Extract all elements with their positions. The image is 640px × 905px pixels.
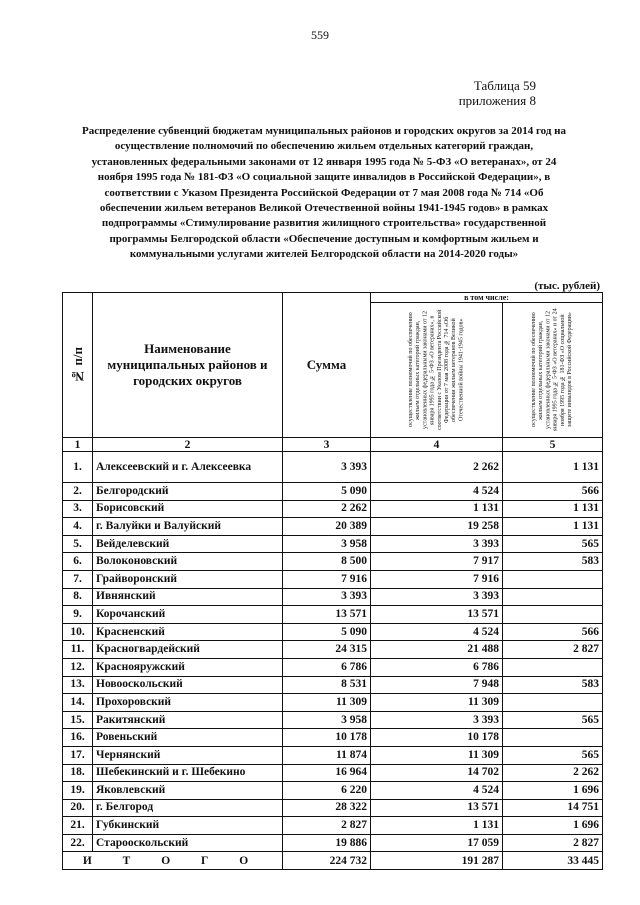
row-col5: 2 262 <box>503 764 603 782</box>
table-row <box>63 535 603 553</box>
row-sum: 3 393 <box>283 588 371 606</box>
table-row <box>63 658 603 676</box>
table-row <box>63 452 603 483</box>
header-name: Наименование муниципальных районов и городских округов <box>93 293 283 438</box>
row-col5: 565 <box>503 535 603 553</box>
row-number: 18. <box>63 764 93 782</box>
row-number: 1. <box>63 452 93 483</box>
row-name: Ивнянский <box>93 588 283 606</box>
header-num: № п/п <box>63 293 93 438</box>
row-col5 <box>503 694 603 712</box>
row-col5: 14 751 <box>503 799 603 817</box>
row-number: 13. <box>63 676 93 694</box>
row-col4: 6 786 <box>371 658 503 676</box>
table-row <box>63 746 603 764</box>
header-col4: осуществление полномочий по обеспечению жильем отдельных категорий граждан, установленных федеральными законами от 12 января 1995 года № 5-ФЗ «О ветеранах», в соответствии с Указом Президента Российской Федерации от 7 мая 2008 года № 714 «Об обеспечении жильем ветеранов Великой Отечественной войны 1941-1945 годов» <box>371 303 503 438</box>
row-name: г. Валуйки и Валуйский <box>93 518 283 536</box>
row-col5 <box>503 570 603 588</box>
row-col4: 13 571 <box>371 606 503 624</box>
row-sum: 13 571 <box>283 606 371 624</box>
col-number: 5 <box>503 438 603 452</box>
row-sum: 3 958 <box>283 711 371 729</box>
row-number: 19. <box>63 782 93 800</box>
table-row <box>63 676 603 694</box>
row-col5: 565 <box>503 711 603 729</box>
row-sum: 6 786 <box>283 658 371 676</box>
row-sum: 3 393 <box>283 452 371 483</box>
row-number: 4. <box>63 518 93 536</box>
row-name: Шебекинский и г. Шебекино <box>93 764 283 782</box>
row-col4: 14 702 <box>371 764 503 782</box>
column-numbers-row <box>63 438 603 452</box>
table-row <box>63 799 603 817</box>
table-row <box>63 694 603 712</box>
row-sum: 3 958 <box>283 535 371 553</box>
subsidy-table <box>62 292 603 870</box>
table-row <box>63 711 603 729</box>
table-caption <box>459 78 536 108</box>
row-number: 17. <box>63 746 93 764</box>
row-sum: 11 874 <box>283 746 371 764</box>
row-sum: 24 315 <box>283 641 371 659</box>
row-name: Борисовский <box>93 500 283 518</box>
row-sum: 10 178 <box>283 729 371 747</box>
row-col5 <box>503 588 603 606</box>
row-name: Яковлевский <box>93 782 283 800</box>
row-col4: 2 262 <box>371 452 503 483</box>
appendix-label: приложения 8 <box>458 93 536 108</box>
row-col5: 1 131 <box>503 500 603 518</box>
total-sum: 224 732 <box>283 852 371 870</box>
row-name: Красненский <box>93 623 283 641</box>
table-row <box>63 623 603 641</box>
table-row <box>63 764 603 782</box>
header-sum: Сумма <box>283 293 371 438</box>
row-sum: 11 309 <box>283 694 371 712</box>
row-name: Чернянский <box>93 746 283 764</box>
row-number: 9. <box>63 606 93 624</box>
row-number: 8. <box>63 588 93 606</box>
row-col4: 1 131 <box>371 817 503 835</box>
row-sum: 8 500 <box>283 553 371 571</box>
row-col4: 13 571 <box>371 799 503 817</box>
row-col4: 7 948 <box>371 676 503 694</box>
col-number: 1 <box>63 438 93 452</box>
row-number: 20. <box>63 799 93 817</box>
table-row <box>63 588 603 606</box>
table-row <box>63 483 603 501</box>
row-number: 2. <box>63 483 93 501</box>
table-row <box>63 782 603 800</box>
row-sum: 2 262 <box>283 500 371 518</box>
row-sum: 8 531 <box>283 676 371 694</box>
row-col5: 2 827 <box>503 641 603 659</box>
row-col5: 1 696 <box>503 817 603 835</box>
row-col5: 1 131 <box>503 518 603 536</box>
row-col4: 11 309 <box>371 746 503 764</box>
row-sum: 28 322 <box>283 799 371 817</box>
row-name: Алексеевский и г. Алексеевка <box>93 452 283 483</box>
col-number: 4 <box>371 438 503 452</box>
row-col5: 583 <box>503 676 603 694</box>
row-number: 12. <box>63 658 93 676</box>
row-name: Старооскольский <box>93 834 283 852</box>
row-col4: 10 178 <box>371 729 503 747</box>
table-row <box>63 570 603 588</box>
row-col4: 4 524 <box>371 782 503 800</box>
table-row <box>63 500 603 518</box>
row-name: г. Белгород <box>93 799 283 817</box>
row-sum: 20 389 <box>283 518 371 536</box>
row-name: Прохоровский <box>93 694 283 712</box>
units-label: (тыс. рублей) <box>534 280 600 292</box>
row-name: Губкинский <box>93 817 283 835</box>
table-label: Таблица 59 <box>473 78 536 93</box>
total-row <box>63 852 603 870</box>
row-col4: 1 131 <box>371 500 503 518</box>
row-col5 <box>503 729 603 747</box>
total-label: И Т О Г О <box>63 852 283 870</box>
row-col4: 17 059 <box>371 834 503 852</box>
col-number: 2 <box>93 438 283 452</box>
row-col4: 7 917 <box>371 553 503 571</box>
row-number: 6. <box>63 553 93 571</box>
table-row <box>63 553 603 571</box>
row-number: 11. <box>63 641 93 659</box>
row-number: 7. <box>63 570 93 588</box>
row-col4: 4 524 <box>371 623 503 641</box>
row-name: Белгородский <box>93 483 283 501</box>
row-col4: 3 393 <box>371 711 503 729</box>
row-col4: 21 488 <box>371 641 503 659</box>
table-row <box>63 729 603 747</box>
total-col5: 33 445 <box>503 852 603 870</box>
row-col5: 1 696 <box>503 782 603 800</box>
page-number: 559 <box>311 28 329 42</box>
row-name: Краснояружский <box>93 658 283 676</box>
row-name: Ровеньский <box>93 729 283 747</box>
table-row <box>63 518 603 536</box>
header-including: в том числе: <box>371 293 603 303</box>
row-name: Ракитянский <box>93 711 283 729</box>
row-col4: 19 258 <box>371 518 503 536</box>
row-number: 16. <box>63 729 93 747</box>
row-sum: 5 090 <box>283 623 371 641</box>
row-col5 <box>503 606 603 624</box>
row-col4: 4 524 <box>371 483 503 501</box>
row-number: 10. <box>63 623 93 641</box>
row-col5: 566 <box>503 623 603 641</box>
row-number: 22. <box>63 834 93 852</box>
row-number: 21. <box>63 817 93 835</box>
row-name: Новооскольский <box>93 676 283 694</box>
row-sum: 6 220 <box>283 782 371 800</box>
table-row <box>63 606 603 624</box>
row-col5 <box>503 658 603 676</box>
row-name: Корочанский <box>93 606 283 624</box>
row-number: 14. <box>63 694 93 712</box>
row-col4: 11 309 <box>371 694 503 712</box>
row-name: Красногвардейский <box>93 641 283 659</box>
table-body <box>63 452 603 852</box>
table-row <box>63 834 603 852</box>
row-col4: 7 916 <box>371 570 503 588</box>
row-col5: 566 <box>503 483 603 501</box>
table-row <box>63 817 603 835</box>
row-number: 15. <box>63 711 93 729</box>
header-col5: осуществление полномочий по обеспечению жильем отдельных категорий граждан, установленных федеральными законами от 12 января 1995 года № 5-ФЗ «О ветеранах» и от 24 ноября 1995 года № 181-ФЗ «О социальной защите инвалидов в Российской Федерации» <box>503 303 603 438</box>
row-col4: 3 393 <box>371 588 503 606</box>
document-title: Распределение субвенций бюджетам муниципальных районов и городских округов за 2014 год на осуществление полномочий по обеспечению жильем отдельных категорий граждан, установленных федеральными законами от 12 января 1995 года № 5-ФЗ «О ветеранах», от 24 ноября 1995 года № 181-ФЗ «О социальной защите инвалидов в Российской Федерации», в соответствии с Указом Президента Российской Федерации от 7 мая 2008 года № 714 «Об обеспечении жильем ветеранов Великой Отечественной войны 1941-1945 годов» в рамках подпрограммы «Стимулирование развития жилищного строительства» государственной программы Белгородской области «Обеспечение доступным и комфортным жильем и коммунальными услугами жителей Белгородской области на 2014-2020 годы» <box>81 125 567 261</box>
row-name: Вейделевский <box>93 535 283 553</box>
row-number: 5. <box>63 535 93 553</box>
row-number: 3. <box>63 500 93 518</box>
row-col5: 2 827 <box>503 834 603 852</box>
row-name: Волоконовский <box>93 553 283 571</box>
row-sum: 2 827 <box>283 817 371 835</box>
row-col5: 1 131 <box>503 452 603 483</box>
row-sum: 16 964 <box>283 764 371 782</box>
col-number: 3 <box>283 438 371 452</box>
row-sum: 5 090 <box>283 483 371 501</box>
row-col4: 3 393 <box>371 535 503 553</box>
row-col5: 565 <box>503 746 603 764</box>
total-col4: 191 287 <box>371 852 503 870</box>
row-sum: 7 916 <box>283 570 371 588</box>
table-row <box>63 641 603 659</box>
row-col5: 583 <box>503 553 603 571</box>
row-name: Грайворонский <box>93 570 283 588</box>
row-sum: 19 886 <box>283 834 371 852</box>
